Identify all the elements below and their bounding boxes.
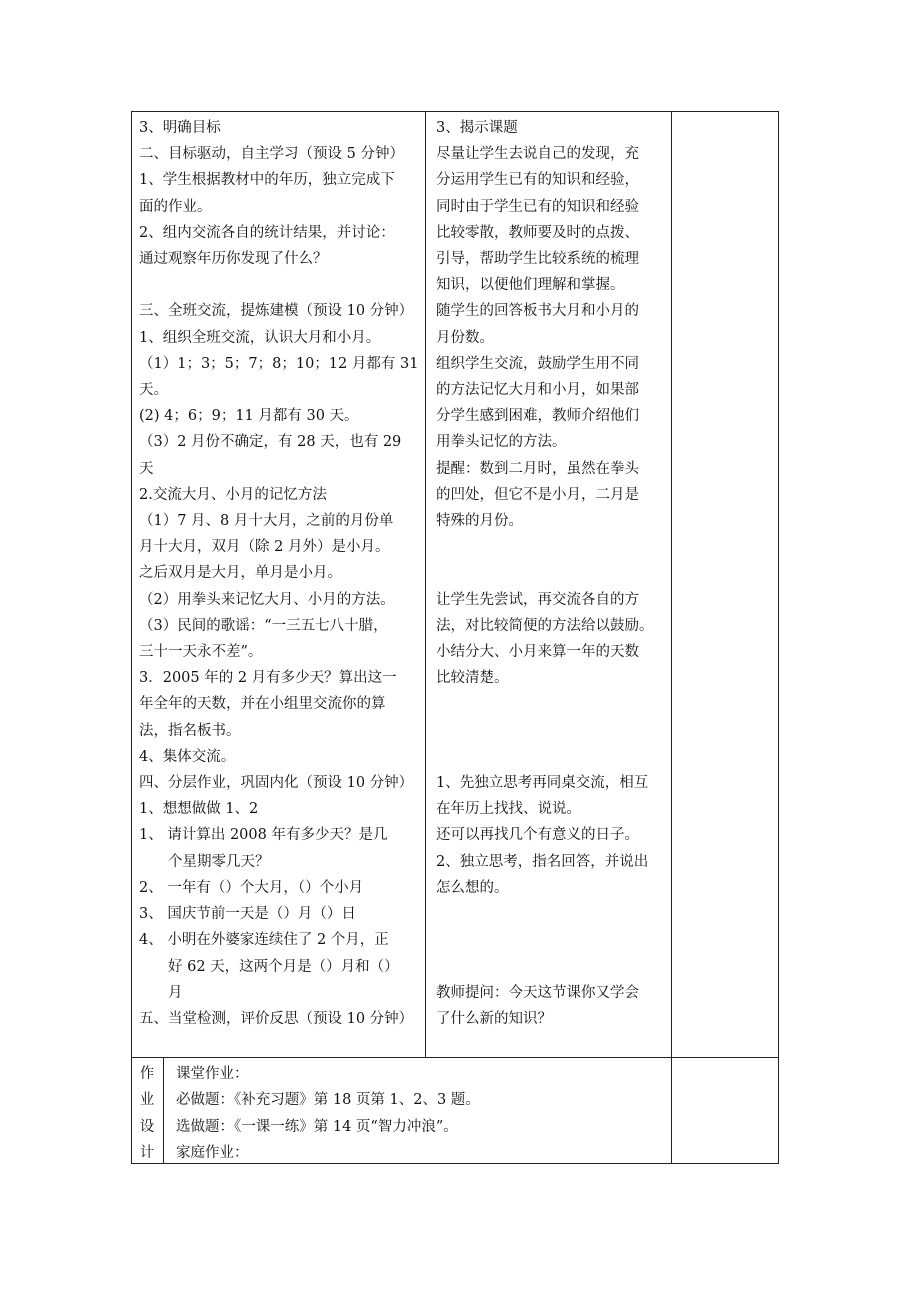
lesson-line: 通过观察年历你发现了什么？ [139,251,328,268]
guide-line: 同时由于学生已有的知识和经验 [436,198,639,215]
homework-side-label [135,1061,159,1167]
guide-line: 分学生感到困难，教师介绍他们 [436,408,639,425]
lesson-line: 1、组织全班交流，认识大月和小月。 [139,329,381,346]
lesson-line: 4、集体交流。 [139,748,236,765]
lesson-line [139,272,423,298]
lesson-line: 3、明确目标 [139,120,221,136]
lesson-line: 四、分层作业，巩固内化（预设 10 分钟） [139,775,414,792]
guide-line: 2、独立思考，指名回答，并说出 [436,853,649,870]
guide-line: 知识，以便他们理解和掌握。 [436,277,625,294]
guide-line: 1、先独立思考再同桌交流，相互 [436,775,649,792]
guide-line: 用拳头记忆的方法。 [436,434,567,451]
guide-line [436,927,668,953]
lesson-line: 五、当堂检测，评价反思（预设 10 分钟） [139,1010,414,1027]
lesson-line: 1、想想做做 1、2 [139,801,259,818]
side-char: 设 [139,1118,155,1135]
guide-line: 还可以再找几个有意义的日子。 [436,827,639,844]
table-right-border [778,111,779,1164]
lesson-line: 二、目标驱动，自主学习（预设 5 分钟） [139,146,404,163]
guide-line: 比较清楚。 [436,670,509,687]
lesson-line: 2.交流大月、小月的记忆方法 [139,486,327,503]
lesson-line: （1）7 月、8 月十大月，之前的月份单 [139,513,394,530]
lesson-line: （1）1；3；5；7；8；10；12 月都有 31 [139,355,419,372]
guide-line [436,718,668,744]
lesson-line: 个星期零几天？ [168,853,270,870]
table-left-border [131,111,132,1164]
lesson-line: 法，指名板书。 [139,722,241,739]
lesson-line: 天。 [139,382,168,399]
guide-line: 怎么想的。 [436,879,509,896]
homework-label-divider [163,1057,164,1164]
lesson-line: 三十一天永不差”。 [139,644,263,661]
side-char: 计 [139,1145,155,1162]
homework-line: 选做题：《一课一练》第 14 页“智力冲浪”。 [176,1118,458,1135]
lesson-line: （2）用拳头来记忆大月、小月的方法。 [139,591,395,608]
lesson-line: 之后双月是大月，单月是小月。 [139,565,342,582]
lesson-line: (2) 4；6；9；11 月都有 30 天。 [139,408,359,425]
lesson-process-cell [139,115,423,1032]
lesson-line: 年全年的天数，并在小组里交流你的算 [139,696,386,713]
lesson-line: 1、 请计算出 2008 年有多少天？是几 [139,827,388,844]
lesson-line: 月 [168,984,183,1001]
column-divider-2 [671,111,672,1164]
homework-line: 家庭作业： [176,1145,249,1162]
lesson-line: 月十大月，双月（除 2 月外）是小月。 [139,539,390,556]
homework-content-cell [176,1061,666,1167]
guide-line [436,691,668,717]
homework-row-divider [131,1057,779,1058]
guide-line: 随学生的回答板书大月和小月的 [436,303,639,320]
side-char: 作 [139,1066,155,1082]
guide-line [436,560,668,586]
guide-line: 让学生先尝试，再交流各自的方 [436,591,639,608]
guide-line: 引导，帮助学生比较系统的梳理 [436,251,639,268]
lesson-line: （3）民间的歌谣：“一三五七八十腊， [139,617,388,634]
guide-line: 分运用学生已有的知识和经验， [436,172,639,189]
homework-line: 必做题：《补充习题》第 18 页第 1、2、3 题。 [176,1092,480,1109]
guide-line: 月份数。 [436,329,494,346]
lesson-line: 3．2005 年的 2 月有多少天？算出这一 [139,670,397,687]
guide-line: 尽量让学生去说自己的发现，充 [436,146,639,163]
guide-line [436,954,668,980]
lesson-plan-table [131,111,779,1164]
column-divider-1 [425,111,426,1058]
lesson-line: 3、 国庆节前一天是（）月（）日 [139,906,356,923]
lesson-line: （3）2 月份不确定，有 28 天，也有 29 [139,434,402,451]
lesson-line: 面的作业。 [139,198,212,215]
guide-line: 特殊的月份。 [436,513,523,530]
guide-line: 3、揭示课题 [436,120,518,136]
guide-line: 教师提问：今天这节课你又学会 [436,984,639,1001]
lesson-line: 1、学生根据教材中的年历，独立完成下 [139,172,395,189]
lesson-line: 2、 一年有（）个大月，（）个小月 [139,879,364,896]
guide-line: 小结分大、小月来算一年的天数 [436,644,639,661]
lesson-line: 好 62 天，这两个月是（）月和（） [168,958,399,975]
guide-line: 在年历上找找、说说。 [436,801,581,818]
guide-line: 的方法记忆大月和小月，如果部 [436,382,639,399]
guide-line [436,901,668,927]
homework-line: 课堂作业： [176,1066,249,1082]
guide-line: 法，对比较简便的方法给以鼓励。 [436,617,654,634]
lesson-line: 三、全班交流，提炼建模（预设 10 分钟） [139,303,414,320]
guide-line: 的凹处，但它不是小月，二月是 [436,486,639,503]
table-top-border [131,111,779,112]
guide-line: 组织学生交流，鼓励学生用不同 [436,355,639,372]
lesson-line: 2、组内交流各自的统计结果，并讨论： [139,224,395,241]
guide-line: 比较零散，教师要及时的点拨、 [436,224,639,241]
lesson-line: 4、 小明在外婆家连续住了 2 个月，正 [139,932,389,949]
guide-line: 了什么新的知识？ [436,1010,552,1027]
side-char: 业 [139,1092,155,1109]
guide-line [436,744,668,770]
lesson-line: 天 [139,460,154,477]
teacher-guide-cell [436,115,668,1032]
guide-line: 提醒：数到二月时，虽然在拳头 [436,460,639,477]
guide-line [436,534,668,560]
